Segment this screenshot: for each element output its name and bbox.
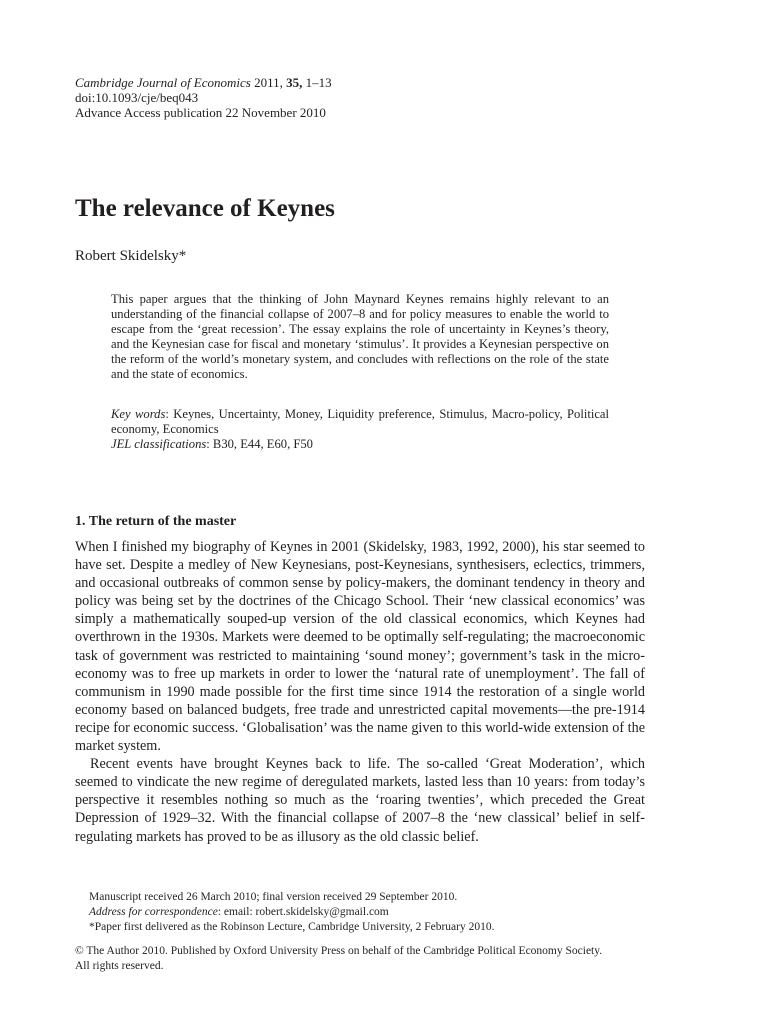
manuscript-dates: Manuscript received 26 March 2010; final version received 29 September 2010. <box>89 891 458 903</box>
abstract <box>111 292 609 382</box>
footnotes <box>89 890 649 935</box>
keywords-label: Key words <box>111 407 166 421</box>
copyright-line: © The Author 2010. Published by Oxford University Press on behalf of the Cambridge Political Economy Society. <box>75 945 603 957</box>
journal-volume: 35, <box>286 75 303 90</box>
rights-line: All rights reserved. <box>75 960 164 972</box>
copyright-notice <box>75 944 655 974</box>
correspondence-value: : email: robert.skidelsky@gmail.com <box>217 906 389 918</box>
section-body <box>75 538 645 846</box>
journal-header <box>75 75 332 120</box>
journal-year: 2011, <box>254 75 283 90</box>
author-name: Robert Skidelsky* <box>75 248 187 264</box>
body-paragraph: Recent events have brought Keynes back to life. The so-called ‘Great Moderation’, which seemed to vindicate the new regime of deregulated markets, lasted less than 10 years: from today’s perspective it resembles nothing so much as the ‘roaring twenties’, which preceded the Great Depression of 1929–32. With the financial collapse of 2007–8 the ‘new classical’ belief in self-regulating markets has proved to be as illusory as the old classic belief. <box>75 756 645 845</box>
jel-value: : B30, E44, E60, F50 <box>206 437 313 451</box>
keywords-value: : Keynes, Uncertainty, Money, Liquidity preference, Stimulus, Macro-policy, Political economy, Economics <box>111 407 609 436</box>
abstract-text: This paper argues that the thinking of John Maynard Keynes remains highly relevant to an understanding of the financial collapse of 2007–8 and for policy measures to enable the world to escape from the ‘great recession’. The essay explains the role of uncertainty in Keynes’s theory, and the Keynesian case for fiscal and monetary ‘stimulus’. It provides a Keynesian perspective on the reform of the world’s monetary system, and concludes with reflections on the role of the state and the state of economics. <box>111 292 609 381</box>
citation-line <box>75 75 332 90</box>
correspondence <box>89 905 649 920</box>
journal-pages: 1–13 <box>305 75 332 90</box>
jel-classifications <box>111 437 609 452</box>
keywords-block <box>111 407 609 452</box>
jel-label: JEL classifications <box>111 437 207 451</box>
advance-access: Advance Access publication 22 November 2010 <box>75 105 326 120</box>
journal-name: Cambridge Journal of Economics <box>75 75 251 90</box>
article-title: The relevance of Keynes <box>75 195 335 222</box>
correspondence-label: Address for correspondence <box>89 906 218 918</box>
section-heading: 1. The return of the master <box>75 514 237 529</box>
doi: doi:10.1093/cje/beq043 <box>75 90 199 105</box>
body-paragraph: When I finished my biography of Keynes in 2001 (Skidelsky, 1983, 1992, 2000), his star seemed to have set. Despite a medley of New Keynesians, post-Keynesians, synthesisers, eclectics, trimmers, and occasional outbreaks of common sense by policy-makers, the dominant tendency in theory and policy was being set by the doctrines of the Chicago School. Their ‘new classical economics’ was simply a mathematically souped-up version of the old classical economics, which Keynes had overthrown in the 1930s. Markets were deemed to be optimally self-regulating; the macroeconomic task of government was restricted to maintaining ‘sound money’; government’s task in the micro-economy was to free up markets in order to lower the ‘natural rate of unemployment’. The fall of communism in 1990 made possible for the first time since 1914 the restoration of a single world economy based on balanced budgets, free trade and unrestricted capital movements—the pre-1914 recipe for economic success. ‘Globalisation’ was the name given to this world-wide extension of the market system. <box>75 539 645 755</box>
lecture-note: *Paper first delivered as the Robinson Lecture, Cambridge University, 2 February 2010. <box>89 921 495 933</box>
keywords <box>111 407 609 437</box>
